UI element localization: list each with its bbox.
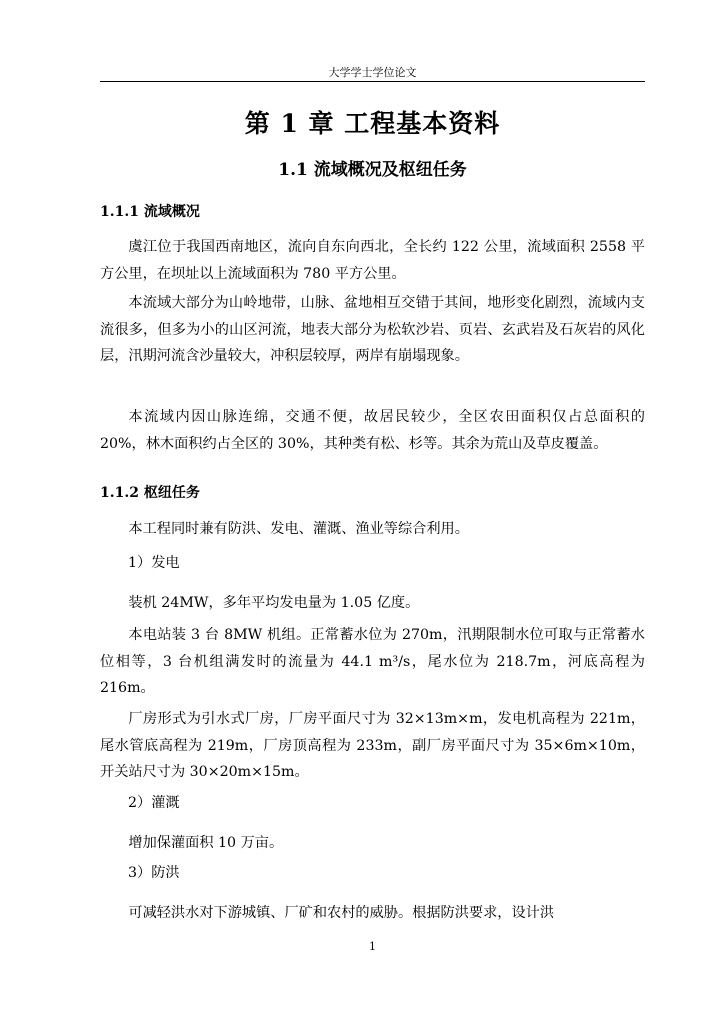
paragraph-powerhouse: 厂房形式为引水式厂房，厂房平面尺寸为 32×13m×m，发电机高程为 221m，尾水管底高程为 219m，厂房顶高程为 233m，副厂房平面尺寸为 35×6m×10m，开关站尺寸为 30×20m×15m。 (100, 711, 645, 780)
paragraph-watershed-location: 虞江位于我国西南地区，流向自东向西北，全长约 122 公里，流域面积 2558 平方公里，在坝址以上流域面积为 780 平方公里。 (100, 239, 645, 282)
item-power-label: 1）发电 (128, 555, 180, 571)
section-title: 1.1 流域概况及枢纽任务 (278, 160, 467, 180)
subsection-title-watershed: 1.1.1 流域概况 (100, 204, 200, 220)
paragraph-installed-capacity: 装机 24MW，多年平均发电量为 1.05 亿度。 (128, 595, 420, 611)
item-flood-control-label: 3）防洪 (128, 865, 180, 881)
paragraph-terrain: 本流域大部分为山岭地带，山脉、盆地相互交错于其间，地形变化剧烈，流域内支流很多，但多为小的山区河流，地表大部分为松软沙岩、页岩、玄武岩及石灰岩的风化层，汛期河流含沙量较大，冲积层较厚，两岸有崩塌现象。 (100, 295, 645, 364)
header-rule (100, 81, 645, 82)
paragraph-flood-control: 可减轻洪水对下游城镇、厂矿和农村的威胁。根据防洪要求，设计洪 (128, 905, 555, 921)
paragraph-units-water-level: 本电站装 3 台 8MW 机组。正常蓄水位为 270m，汛期限制水位可取与正常蓄水位相等，3 台机组满发时的流量为 44.1 m³/s，尾水位为 218.7m，河底高程为 216m。 (100, 627, 645, 696)
subsection-title-tasks: 1.1.2 枢纽任务 (100, 485, 200, 501)
paragraph-land-use: 本流域内因山脉连绵，交通不便，故居民较少，全区农田面积仅占总面积的 20%，林木面积约占全区的 30%，其种类有松、杉等。其余为荒山及草皮覆盖。 (100, 409, 645, 452)
item-irrigation-label: 2）灌溉 (128, 795, 180, 811)
page-number: 1 (369, 940, 376, 953)
chapter-title: 第 1 章 工程基本资料 (244, 109, 501, 138)
paragraph-irrigation: 增加保灌面积 10 万亩。 (128, 835, 284, 851)
running-header: 大学学士学位论文 (328, 66, 417, 79)
paragraph-tasks-intro: 本工程同时兼有防洪、发电、灌溉、渔业等综合利用。 (128, 521, 469, 537)
